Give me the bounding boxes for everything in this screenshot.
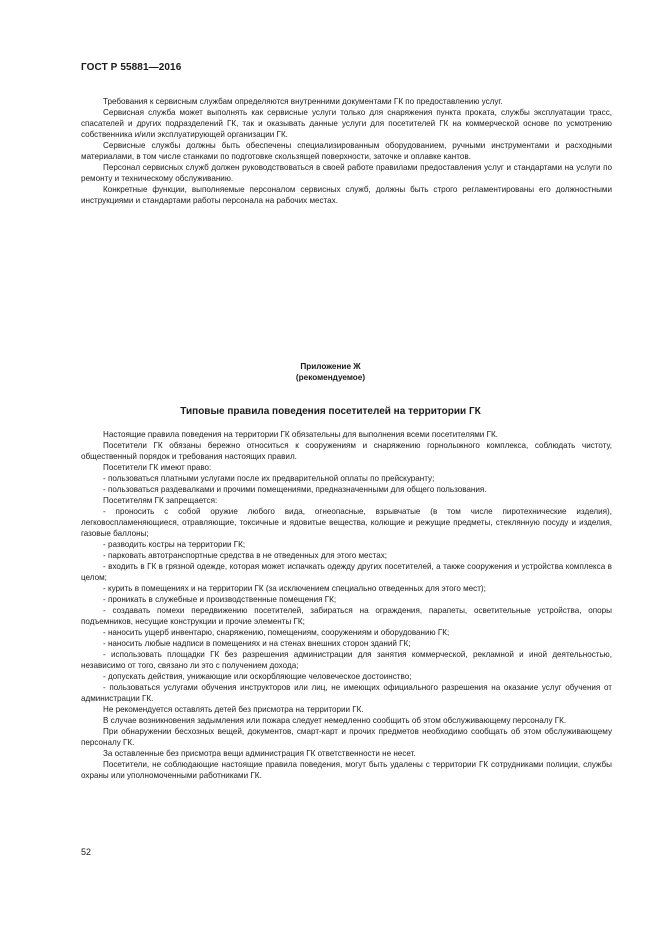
list-item: - парковать автотранспортные средства в не отведенных для этого местах;	[103, 551, 388, 560]
paragraph: Настоящие правила поведения на территории ГК обязательны для выполнения всеми посетителями ГК.	[103, 430, 498, 439]
appendix-status: (рекомендуемое)	[295, 373, 366, 382]
list-item: - входить в ГК в грязной одежде, которая может испачкать одежду других посетителей, а также сооружения и устройства комплекса в целом;	[81, 562, 612, 582]
appendix-title: Приложение Ж	[300, 362, 361, 371]
paragraph: Посетителям ГК запрещается:	[103, 496, 218, 505]
list-item: - курить в помещениях и на территории ГК (за исключением специально отведенных для этого мест);	[103, 584, 486, 593]
paragraph: Посетители, не соблюдающие настоящие правила поведения, могут быть удалены с территории ГК сотрудниками полиции, службы охраны или уполномоченными работниками ГК.	[81, 760, 612, 780]
paragraph: За оставленные без присмотра вещи администрация ГК ответственности не несет.	[103, 749, 416, 758]
list-item: - создавать помехи передвижению посетителей, забираться на ограждения, парапеты, осветительные устройства, опоры подъемников, несущие конструкции и прочие элементы ГК;	[81, 606, 612, 626]
paragraph: В случае возникновения задымления или пожара следует немедленно сообщить об этом обслуживающему персоналу ГК.	[103, 716, 567, 725]
document-header: ГОСТ Р 55881—2016	[81, 62, 182, 73]
section-title: Типовые правила поведения посетителей на территории ГК	[180, 406, 481, 417]
list-item: - допускать действия, унижающие или оскорбляющие человеческое достоинство;	[103, 672, 412, 681]
paragraph: При обнаружении бесхозных вещей, документов, смарт-карт и прочих предметов необходимо сообщать об этом обслуживающему персоналу ГК.	[81, 727, 612, 747]
intro-text-block	[81, 96, 612, 206]
paragraph: Посетители ГК обязаны бережно относиться к сооружениям и снаряжению горнолыжного комплекса, соблюдать чистоту, общественный порядок и требования настоящих правил.	[81, 441, 612, 461]
paragraph: Конкретные функции, выполняемые персоналом сервисных служб, должны быть строго регламентированы его должностными инструкциями и стандартами работы персонала на рабочих местах.	[81, 185, 612, 205]
paragraph: Посетители ГК имеют право:	[103, 463, 212, 472]
paragraph: Сервисная служба может выполнять как сервисные услуги только для снаряжения пункта проката, службы эксплуатации трасс, спасателей и других подразделений ГК, так и оказывать данные услуги для посетителей ГК на коммерческой основе по усмотрению собственника и/или эксплуатирующей организации ГК.	[81, 108, 612, 139]
paragraph: Персонал сервисных служб должен руководствоваться в своей работе правилами предоставления услуг и стандартами на услуги по ремонту и техническому обслуживанию.	[81, 163, 612, 183]
list-item: - пользоваться услугами обучения инструкторов или лиц, не имеющих официального разрешения на оказание услуг обучения от администрации ГК.	[81, 683, 612, 703]
list-item: - проносить с собой оружие любого вида, огнеопасные, взрывчатые (в том числе пиротехнические изделия), легковоспламеняющиеся, отравляющие, токсичные и ядовитые вещества, колющие и режущие предметы, стеклянную посуду и изделия, газовые баллоны;	[81, 507, 612, 538]
list-item: - наносить любые надписи в помещениях и на стенах внешних сторон зданий ГК;	[103, 639, 411, 648]
list-item: - проникать в служебные и производственные помещения ГК;	[103, 595, 337, 604]
list-item: - использовать площадки ГК без разрешения администрации для занятия коммерческой, рекламной и иной деятельностью, независимо от того, связано ли это с получением дохода;	[81, 650, 612, 670]
list-item: - пользоваться раздевалками и прочими помещениями, предназначенными для общего пользования.	[103, 485, 487, 494]
paragraph: Сервисные службы должны быть обеспечены специализированным оборудованием, ручными инструментами и расходными материалами, в том числе станками по подготовке скользящей поверхности, заточке и оплавке кантов.	[81, 141, 612, 161]
paragraph: Не рекомендуется оставлять детей без присмотра на территории ГК.	[103, 705, 364, 714]
list-item: - наносить ущерб инвентарю, снаряжению, помещениям, сооружениям и оборудованию ГК;	[103, 628, 450, 637]
page-number: 52	[81, 847, 92, 857]
list-item: - пользоваться платными услугами после их предварительной оплаты по прейскуранту;	[103, 474, 435, 483]
rules-text-block	[81, 429, 612, 781]
list-item: - разводить костры на территории ГК;	[103, 540, 246, 549]
paragraph: Требования к сервисным службам определяются внутренними документами ГК по предоставлению услуг.	[103, 97, 503, 106]
